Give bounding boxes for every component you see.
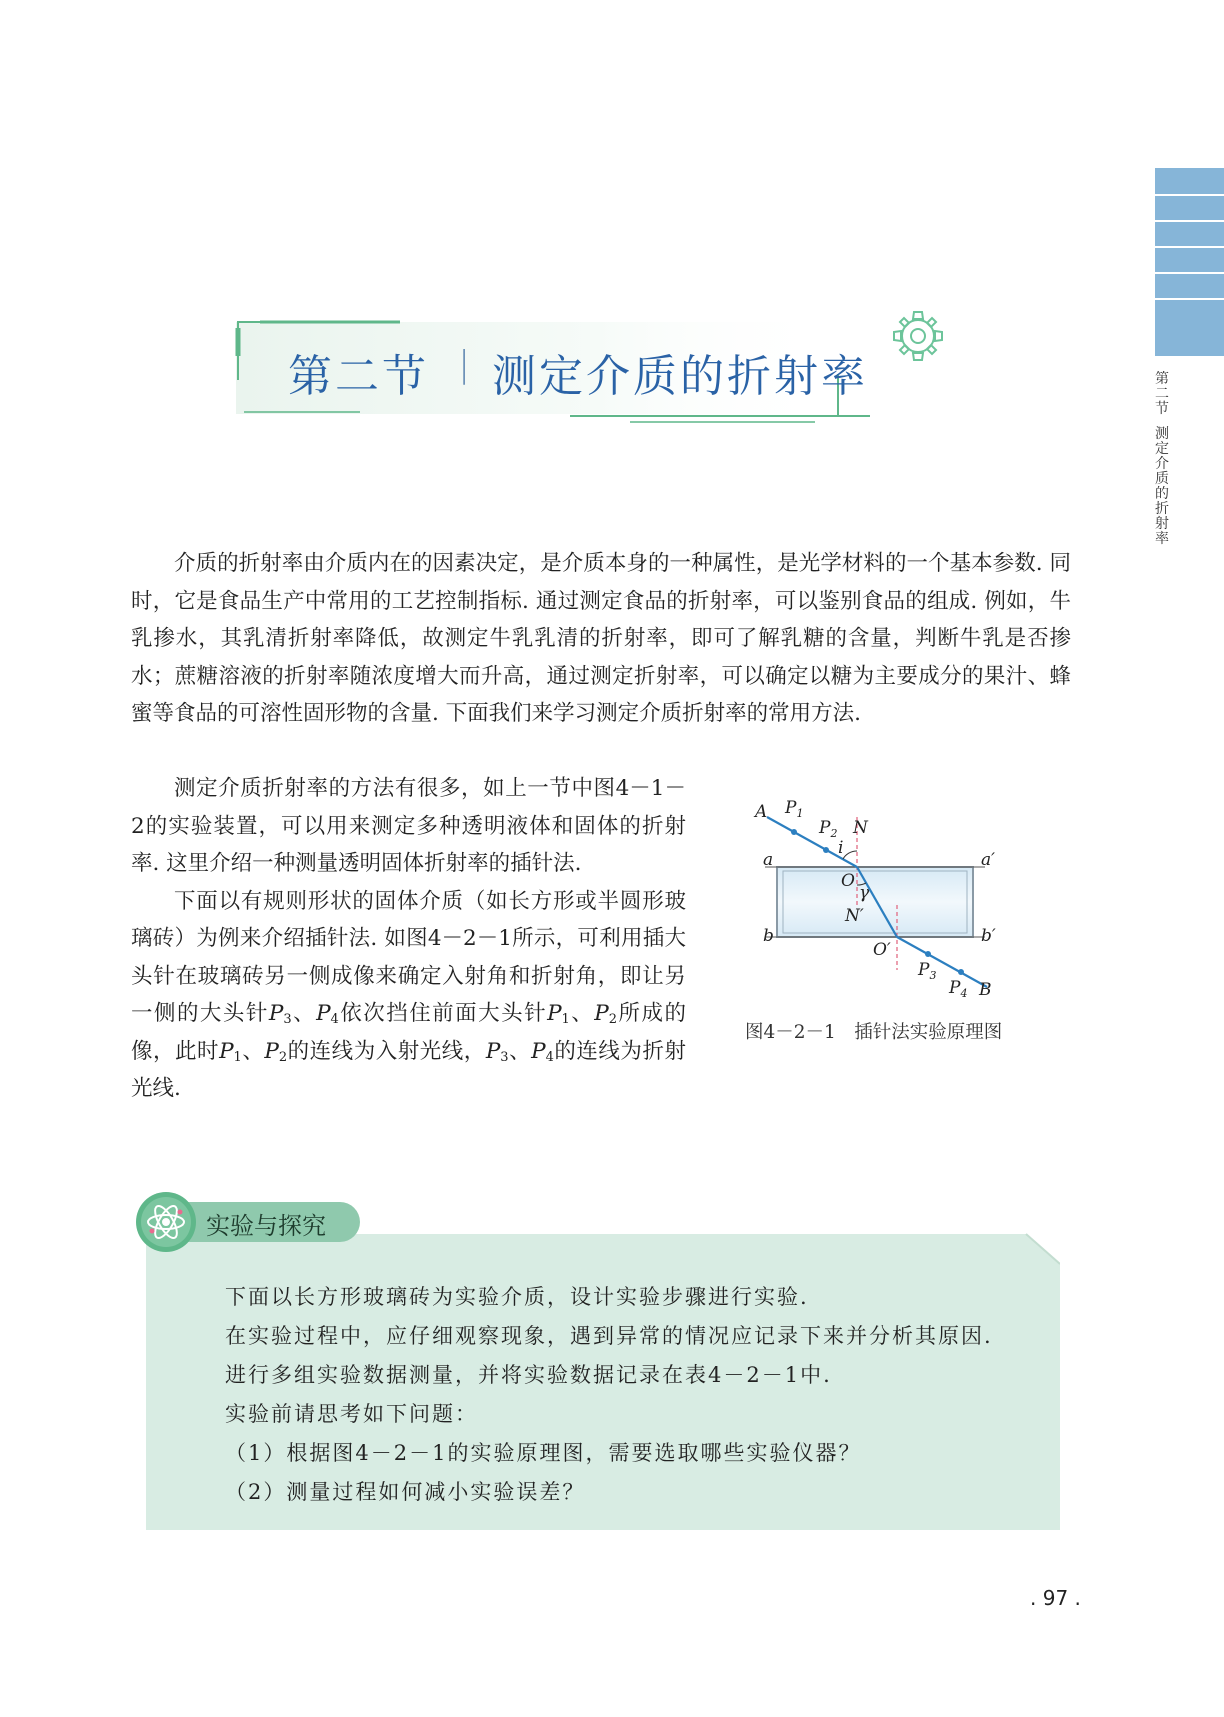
pin-p3 [925, 951, 931, 957]
pin-label: P [547, 1001, 562, 1026]
label-b-left: b [763, 926, 774, 946]
method-paragraphs [131, 770, 686, 1108]
label-a-left: a [763, 850, 774, 870]
pin-label: P [594, 1001, 609, 1026]
experiment-question: （2）测量过程如何减小实验误差？ [225, 1480, 586, 1504]
refraction-figure [735, 775, 1035, 1005]
label-a-point: A [755, 802, 768, 822]
label-p4: $P_4$ [949, 978, 968, 1000]
method-text-4: 的连线为入射光线， [287, 1038, 486, 1064]
incident-ray [767, 817, 857, 867]
pin-sub: 2 [608, 1012, 618, 1027]
method-text-3: 所成的像，此时 [131, 1001, 686, 1064]
page-number: . 97 . [1030, 1586, 1081, 1610]
label-p2: $P_2$ [819, 818, 838, 840]
intro-paragraph [131, 545, 1071, 733]
label-o-prime: O′ [873, 940, 891, 960]
separator: 、 [241, 1038, 265, 1064]
separator: 、 [569, 1001, 595, 1026]
pin-sub: 4 [330, 1012, 339, 1027]
experiment-question: （1）根据图4－2－1的实验原理图，需要选取哪些实验仪器？ [225, 1441, 862, 1465]
gear-icon [894, 312, 942, 360]
label-b-right: b′ [981, 926, 996, 946]
title-separator: | [458, 344, 471, 385]
section-title [230, 300, 950, 430]
experiment-line: 进行多组实验数据测量，并将实验数据记录在表4－2－1中. [225, 1363, 832, 1387]
title-topic: 测定介质的折射率 [492, 351, 868, 402]
label-gamma: γ [859, 883, 870, 903]
pin-label: P [316, 1001, 331, 1026]
label-o: O [841, 871, 855, 891]
method-text-1: 下面以有规则形状的固体介质（如长方形或半圆形玻璃砖）为例来介绍插针法. 如图4－2－1所示，可利用插大头针在玻璃砖另一侧成像来确定入射角和折射角，即让另一侧的大头针 [131, 888, 686, 1026]
pin-label: P [264, 1038, 279, 1064]
side-tab [1155, 168, 1224, 356]
pin-sub: 4 [545, 1049, 554, 1065]
pin-label: P [531, 1038, 546, 1064]
pin-p4 [958, 969, 964, 975]
side-tab-topic: 测定介质的折射率 [1155, 426, 1169, 547]
glass-block [777, 867, 973, 937]
pin-label: P [268, 1001, 284, 1026]
experiment-body [225, 1278, 1045, 1512]
experiment-line: 在实验过程中，应仔细观察现象，遇到异常的情况应记录下来并分析其原因. [225, 1324, 993, 1348]
method-paragraph-2 [131, 883, 686, 1108]
experiment-line: 下面以长方形玻璃砖为实验介质，设计实验步骤进行实验. [225, 1285, 809, 1309]
pin-sub: 2 [278, 1049, 288, 1065]
title-section: 第二节 [288, 351, 429, 402]
pin-sub: 3 [500, 1049, 509, 1065]
side-tab-section: 第二节 [1155, 371, 1169, 417]
label-n-prime: N′ [845, 906, 864, 926]
label-p1: $P_1$ [785, 798, 804, 820]
label-i: i [838, 838, 844, 858]
emergent-ray [897, 937, 987, 987]
pin-label: P [485, 1038, 501, 1064]
separator: 、 [291, 1001, 317, 1026]
pin-p1 [791, 829, 797, 835]
intro-text: 介质的折射率由介质内在的因素决定，是介质本身的一种属性，是光学材料的一个基本参数. 同时，它是食品生产中常用的工艺控制指标. 通过测定食品的折射率，可以鉴别食品的组成. 例如，牛乳掺水，其乳清折射率降低，故测定牛乳乳清的折射率，即可了解乳糖的含量，判断牛乳是否掺水；蔗糖溶液的折射率随浓度增大而升高，通过测定折射率，可以确定以糖为主要成分的果汁、蜂蜜等食品的可溶性固形物的含量. 下面我们来学习测定介质折射率的常用方法. [131, 551, 1071, 726]
pin-p2 [823, 847, 829, 853]
label-n: N [853, 818, 868, 838]
pin-sub: 1 [561, 1012, 570, 1027]
experiment-header [134, 1190, 364, 1252]
label-p3: $P_3$ [918, 960, 937, 982]
label-a-right: a′ [981, 850, 995, 870]
experiment-header-label: 实验与探究 [206, 1212, 326, 1240]
side-tab-text [1151, 372, 1173, 547]
pin-sub: 1 [233, 1049, 242, 1065]
separator: 、 [508, 1038, 532, 1064]
experiment-line: 实验前请思考如下问题： [225, 1402, 478, 1426]
method-text-2: 依次挡住前面大头针 [338, 1001, 548, 1026]
refraction-diagram [735, 775, 1035, 1005]
pin-sub: 3 [283, 1012, 292, 1027]
label-b-point: B [979, 980, 992, 1000]
figure-caption: 图4－2－1 插针法实验原理图 [745, 1022, 1003, 1043]
pin-label: P [219, 1038, 234, 1064]
method-paragraph-1: 测定介质折射率的方法有很多，如上一节中图4－1－2的实验装置，可以用来测定多种透明液体和固体的折射率. 这里介绍一种测量透明固体折射率的插针法. [131, 776, 686, 876]
method-text-5: 的连线为折射光线. [131, 1038, 686, 1101]
